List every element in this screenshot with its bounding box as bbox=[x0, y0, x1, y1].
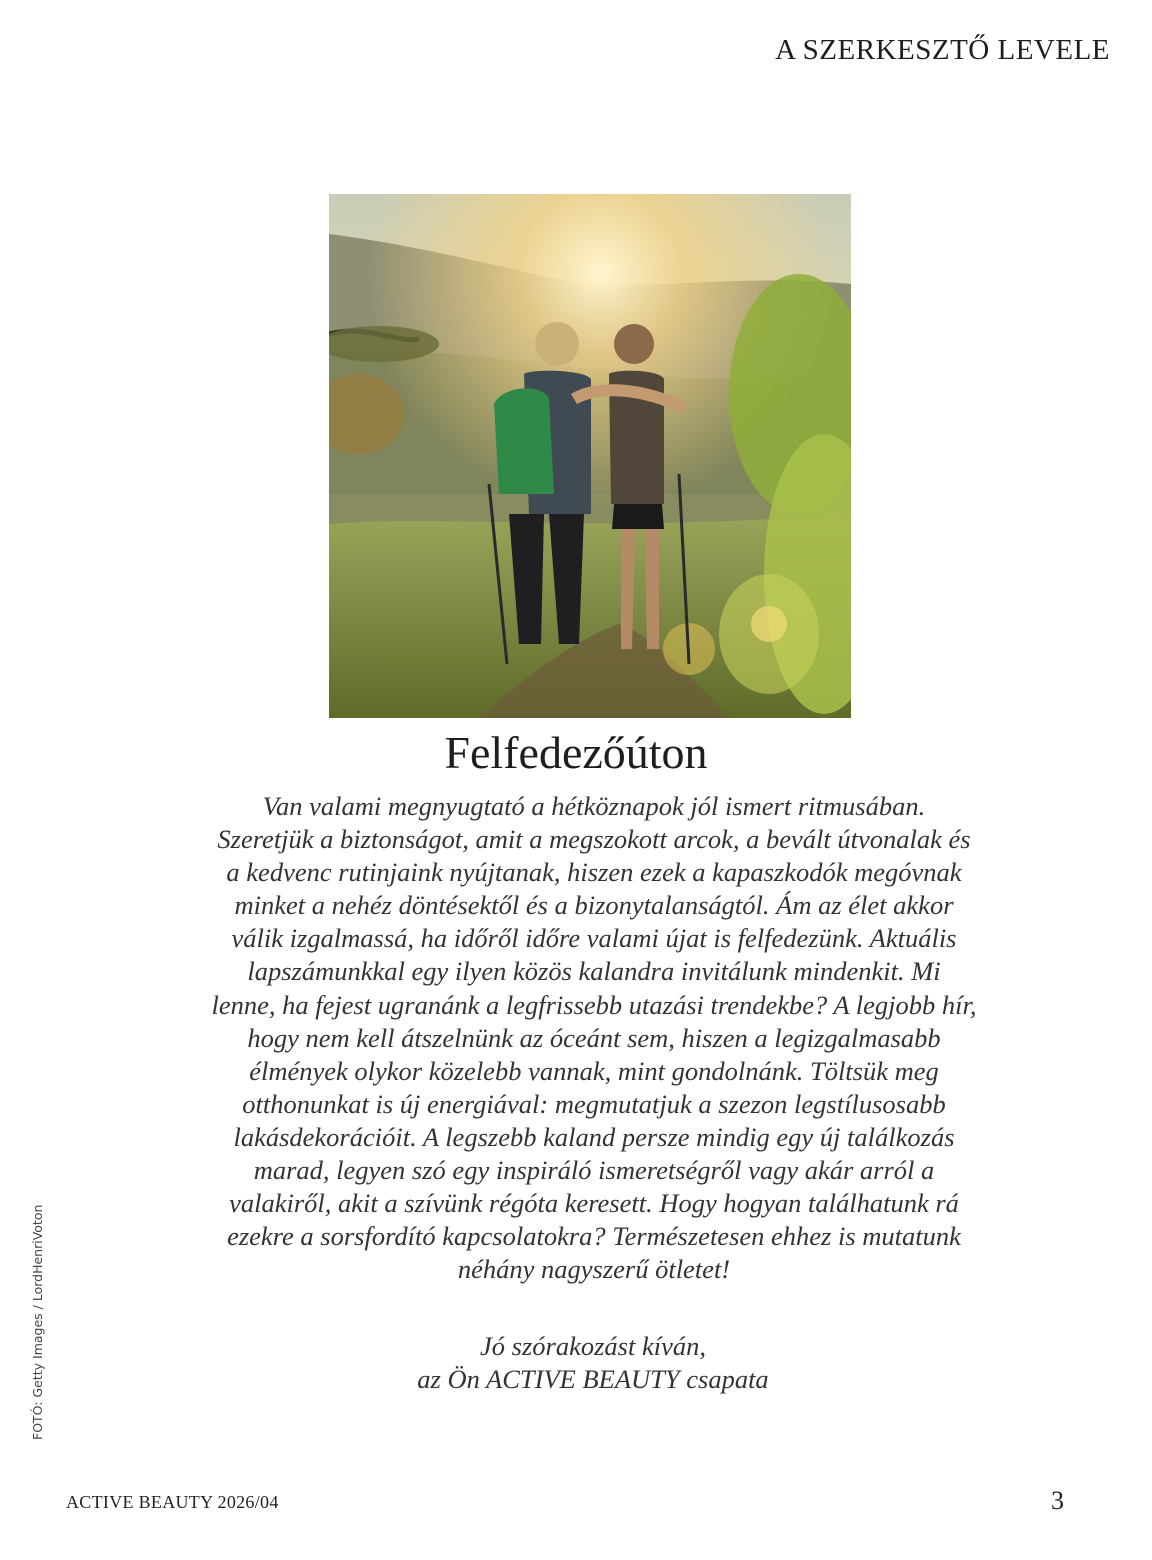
body-line: a kedvenc rutinjaink nyújtanak, hiszen ezek a kapaszkodók megóvnak bbox=[226, 857, 962, 888]
body-line: Szeretjük a biztonságot, amit a megszokott arcok, a bevált útvonalak és bbox=[217, 824, 971, 855]
sign-off-signature: az Ön ACTIVE BEAUTY csapata bbox=[417, 1364, 769, 1394]
body-line: lenne, ha fejest ugranánk a legfrissebb utazási trendekbe? A legjobb hír, bbox=[211, 989, 977, 1020]
body-line: otthonunkat is új energiával: megmutatjuk a szezon legstílusosabb bbox=[242, 1088, 946, 1119]
page-number: 3 bbox=[1051, 1486, 1064, 1515]
body-line: lakásdekorációit. A legszebb kaland persze mindig egy új találkozás bbox=[233, 1121, 955, 1152]
sign-off-greeting: Jó szórakozást kíván, bbox=[480, 1331, 706, 1361]
body-line: néhány nagyszerű ötletet! bbox=[457, 1254, 731, 1285]
sign-off bbox=[0, 1330, 1152, 1396]
body-line: marad, legyen szó egy inspiráló ismeretségről vagy akár arról a bbox=[253, 1155, 935, 1186]
section-label: A SZERKESZTŐ LEVELE bbox=[775, 34, 1110, 66]
body-line: minket a nehéz döntésektől és a bizonytalanságtól. Ám az élet akkor bbox=[234, 890, 954, 921]
body-line: ezekre a sorsfordító kapcsolatokra? Természetesen ehhez is mutatunk bbox=[227, 1221, 961, 1252]
body-line: Van valami megnyugtató a hétköznapok jól ismert ritmusában. bbox=[262, 791, 926, 821]
body-line: valakiről, akit a szívünk régóta keresett. Hogy hogyan találhatunk rá bbox=[229, 1188, 959, 1219]
photo-credit: FOTÓ: Getty Images / LordHenriVoton bbox=[30, 1204, 45, 1440]
hero-photo bbox=[329, 194, 851, 718]
publication-footer: ACTIVE BEAUTY 2026/04 bbox=[66, 1492, 279, 1512]
body-line: élmények olykor közelebb vannak, mint gondolnánk. Töltsük meg bbox=[249, 1055, 939, 1086]
hikers-illustration bbox=[329, 194, 851, 718]
body-line: lapszámunkkal egy ilyen közös kalandra invitálunk mindenkit. Mi bbox=[247, 956, 941, 987]
article-body bbox=[176, 790, 1012, 1286]
body-line: válik izgalmassá, ha időről időre valami újat is felfedezünk. Aktuális bbox=[231, 923, 957, 954]
body-line: hogy nem kell átszelnünk az óceánt sem, hiszen a legizgalmasabb bbox=[247, 1022, 941, 1053]
article-title: Felfedezőúton bbox=[444, 727, 708, 778]
